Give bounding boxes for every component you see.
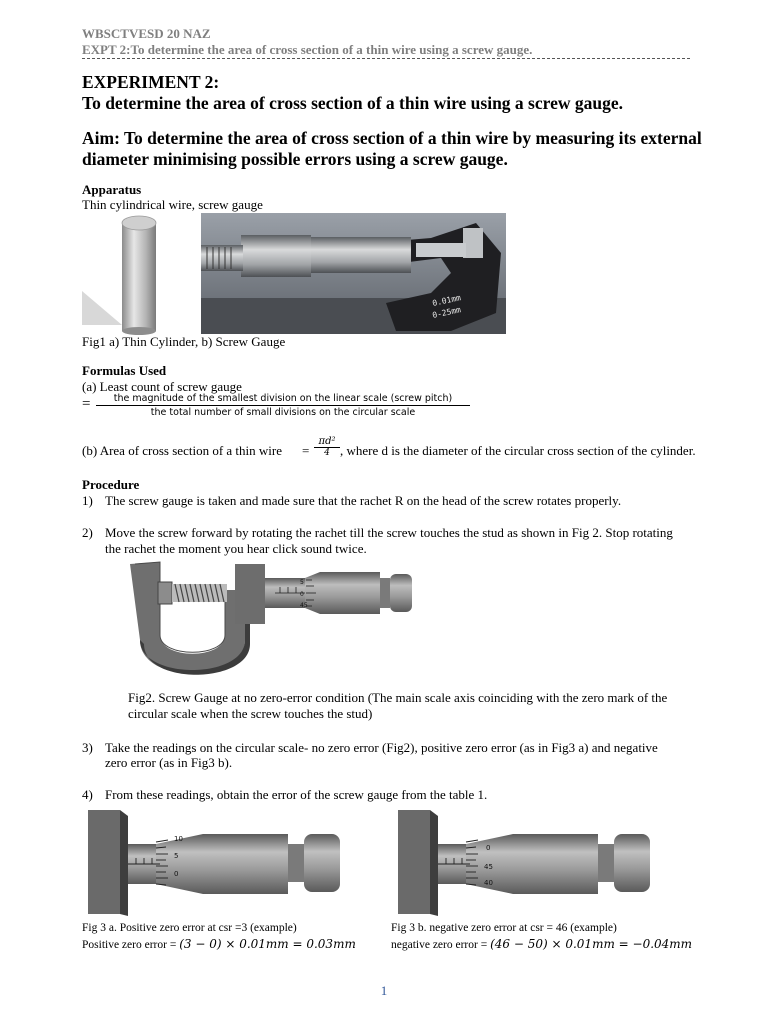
step-3-text-line-1: Take the readings on the circular scale- no zero error (Fig2), positive zero error (as in Fig3 a) and negative — [105, 740, 658, 755]
area-formula-suffix: , where d is the diameter of the circular cross section of the cylinder. — [340, 443, 696, 458]
experiment-title: To determine the area of cross section of a thin wire using a screw gauge. — [82, 93, 623, 113]
fig3a-tick-10: 10 — [174, 835, 183, 843]
fig2-tick-5: 5 — [300, 579, 304, 586]
area-formula-prefix: (b) Area of cross section of a thin wire — [82, 443, 282, 458]
fig3b-result — [391, 937, 692, 951]
step-3-text-line-2: zero error (as in Fig3 b). — [105, 755, 233, 770]
aim-line-2: diameter minimising possible errors using a screw gauge. — [82, 149, 508, 169]
step-3-number: 3) — [82, 740, 93, 755]
fig3a-caption: Fig 3 a. Positive zero error at csr =3 (example) — [82, 922, 297, 934]
experiment-number: EXPERIMENT 2: — [82, 72, 220, 92]
fig2-screw-gauge-drawing — [130, 560, 420, 685]
step-2-text-line-2: the rachet the moment you hear click sound twice. — [105, 541, 367, 556]
step-1-number: 1) — [82, 493, 93, 508]
fig3b-result-math: (46 − 50) × 0.01mm = −0.04mm — [490, 937, 693, 951]
formulas-heading: Formulas Used — [82, 363, 167, 378]
area-formula-equals: = — [302, 443, 310, 458]
fig2-tick-45: 45 — [300, 602, 308, 609]
least-count-numerator: the magnitude of the smallest division on the linear scale (screw pitch) — [96, 393, 470, 406]
step-4-number: 4) — [82, 787, 93, 802]
area-denominator: 4 — [324, 448, 330, 458]
fig3a-tick-5: 5 — [174, 852, 179, 860]
fig3b-tick-40: 40 — [484, 879, 493, 887]
gauge-label-lc: 0.01mm — [431, 293, 462, 308]
fig3a-tick-0: 0 — [174, 870, 179, 878]
fig3a-result — [82, 937, 356, 951]
fig3b-tick-0: 0 — [486, 844, 491, 852]
fig3a-result-label: Positive zero error = — [82, 939, 180, 951]
fig3b-drawing — [398, 808, 668, 916]
fig2-caption-line-2: circular scale when the screw touches the stud) — [128, 706, 373, 721]
least-count-denominator: the total number of small divisions on the circular scale — [150, 407, 416, 418]
least-count-equals: = — [82, 396, 91, 412]
fig3a-result-math: (3 − 0) × 0.01mm = 0.03mm — [179, 937, 356, 951]
fig2-caption-line-1: Fig2. Screw Gauge at no zero-error condition (The main scale axis coinciding with the zero mark of the — [128, 690, 668, 705]
fig2-tick-0: 0 — [300, 591, 304, 598]
step-1-text: The screw gauge is taken and made sure that the rachet R on the head of the screw rotates properly. — [105, 493, 622, 508]
least-count-label: (a) Least count of screw gauge — [82, 379, 242, 394]
header-divider — [82, 58, 690, 59]
step-4-text: From these readings, obtain the error of the screw gauge from the table 1. — [105, 787, 488, 802]
fig3a-drawing — [88, 808, 358, 916]
procedure-heading: Procedure — [82, 477, 140, 492]
fig3b-caption: Fig 3 b. negative zero error at csr = 46 (example) — [391, 922, 617, 934]
page-number: 1 — [380, 983, 388, 998]
apparatus-heading: Apparatus — [82, 182, 142, 197]
fig3b-result-label: negative zero error = — [391, 939, 491, 951]
apparatus-text: Thin cylindrical wire, screw gauge — [82, 197, 263, 212]
area-numerator: πd² — [314, 436, 340, 448]
step-2-number: 2) — [82, 525, 93, 540]
cylinder-image — [82, 213, 162, 335]
fig3b-tick-45: 45 — [484, 863, 493, 871]
doc-header-subtitle: EXPT 2:To determine the area of cross section of a thin wire using a screw gauge. — [82, 42, 533, 57]
screw-gauge-photo — [201, 213, 506, 334]
step-2-text-line-1: Move the screw forward by rotating the rachet till the screw touches the stud as shown in Fig 2. Stop rotating — [105, 525, 673, 540]
fig1-caption: Fig1 a) Thin Cylinder, b) Screw Gauge — [82, 334, 286, 349]
gauge-label-range: 0-25mm — [431, 305, 462, 320]
area-fraction — [314, 436, 340, 458]
doc-header-code: WBSCTVESD 20 NAZ — [82, 26, 211, 41]
least-count-fraction — [96, 393, 470, 418]
aim-line-1: Aim: To determine the area of cross section of a thin wire by measuring its external — [82, 128, 702, 148]
